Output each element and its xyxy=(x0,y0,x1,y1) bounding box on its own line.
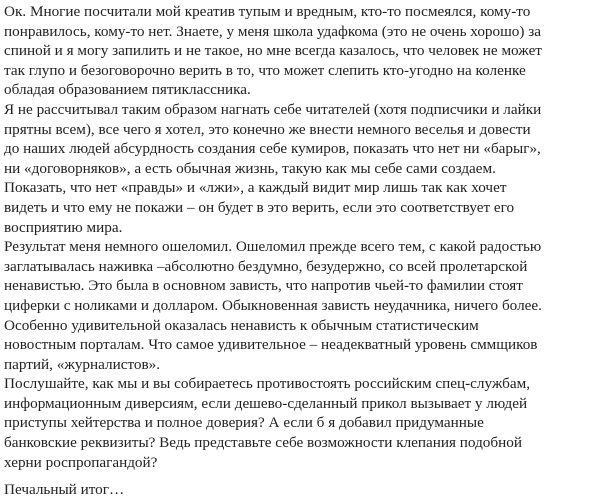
text-line: понравилось, кому-то нет. Знаете, у меня школа удафкома (это не очень хорошо) за xyxy=(4,22,541,40)
text-line: циферки с ноликами и долларом. Обыкновенная зависть неудачника, ничего более. xyxy=(4,296,542,314)
text-line: видеть и что ему не покажи – он будет в это верить, если это соответствует его xyxy=(4,198,515,216)
text-line: так глупо и безоговорочно верить в то, что может слепить кто-угодно на коленке xyxy=(4,61,526,79)
text-line: приступы хейтерства и полное доверия? А если б я добавил придуманные xyxy=(4,414,484,432)
text-line: новостным порталам. Что самое удивительное – неадекватный уровень сммщиков xyxy=(4,336,538,354)
text-line: Я не рассчитывал таким образом нагнать себе читателей (хотя подписчики и лайки xyxy=(4,100,542,118)
text-line: ни «договорняков», а есть обычная жизнь, такую как мы себе сами создаем. xyxy=(4,159,496,177)
closing-line: Печальный итог… xyxy=(4,481,125,499)
text-line: Ок. Многие посчитали мой креатив тупым и вредным, кто-то посмеялся, кому-то xyxy=(4,3,531,20)
text-line: информационным диверсиям, если дешево-сделанный прикол вызывает у людей xyxy=(4,394,528,412)
text-line: прятны всем), все чего я хотел, это конечно же внести немного веселья и довести xyxy=(4,120,531,138)
text-line: ненавистью. Это была в основном зависть, что напротив чьей-то фамилии стоят xyxy=(4,277,523,295)
text-line: спиной и я могу запилить и не такое, но мне всегда казалось, что человек не может xyxy=(4,42,542,60)
text-line: Особенно удивительной оказалась ненависть к обычным статистическим xyxy=(4,316,479,334)
text-line: Показать, что нет «правды» и «лжи», а каждый видит мир лишь так как хочет xyxy=(4,179,507,197)
text-line: заглатывалась наживка –абсолютно бездумно, безудержно, со всей пролетарской xyxy=(4,257,528,275)
text-line: Результат меня немного ошеломил. Ошеломил прежде всего тем, с какой радостью xyxy=(4,238,542,256)
text-line: до наших людей абсурдность создания себе кумиров, показать что нет ни «барыг», xyxy=(4,140,541,158)
text-line: обладая образованием пятиклассника. xyxy=(4,81,251,99)
text-line: херни роспропагандой? xyxy=(4,453,158,471)
text-line: банковские реквизиты? Ведь представьте себе возможности клепания подобной xyxy=(4,434,522,452)
text-line: Послушайте, как мы и вы собираетесь противостоять российским спец-службам, xyxy=(4,375,531,393)
text-line: восприятию мира. xyxy=(4,218,123,236)
text-line: партий, «журналистов». xyxy=(4,355,161,373)
document-body xyxy=(4,2,594,500)
